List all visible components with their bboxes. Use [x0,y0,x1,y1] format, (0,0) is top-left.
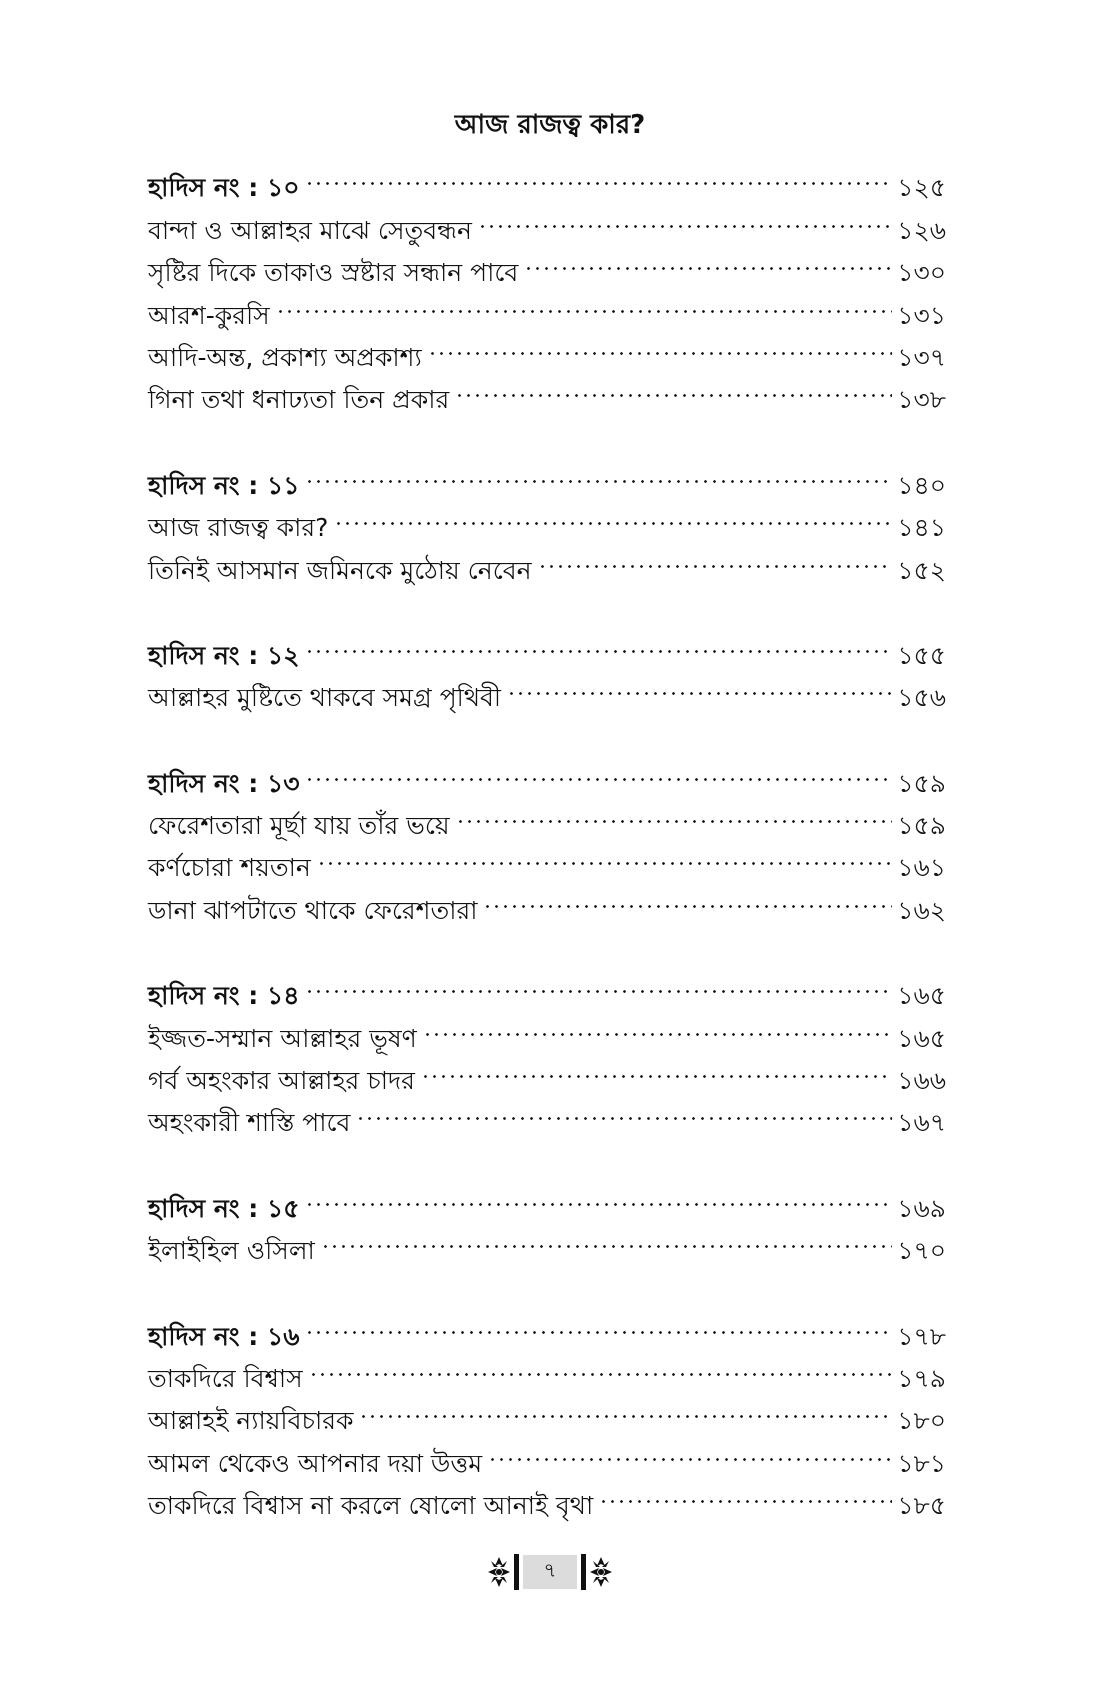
toc-entry-title: আমল থেকেও আপনার দয়া উত্তম [148,1448,483,1478]
page-footer [0,1552,1100,1592]
dot-leader [599,1472,892,1514]
toc-entry-title: আরশ-কুরসি [148,300,270,330]
page-number: ১৮৫ [897,1491,946,1521]
toc-header-row[interactable] [148,622,946,670]
toc-entry-title: তিনিই আসমান জমিনকে মুঠোয় নেবেন [148,555,532,585]
page-number: ১৫৯ [897,768,946,798]
page-number: ১২৬ [897,215,946,245]
toc-entry-title: ডানা ঝাপটাতে থাকে ফেরেশতারা [148,895,478,925]
page-title: আজ রাজত্ব কার? [454,110,646,140]
page-number: ১৪০ [897,470,946,500]
page-number: ১৩৮ [897,385,946,415]
dot-leader [538,536,892,578]
dot-leader [276,281,892,323]
toc-section-hadith-12 [148,622,946,713]
toc-section-hadith-14 [148,962,946,1138]
dot-leader [317,834,892,876]
page-number: ১৬৬ [897,1066,946,1096]
page-number: ১৫২ [897,555,946,585]
toc-header-row[interactable] [148,962,946,1011]
page-number: ১৪১ [897,513,946,543]
toc-header-row[interactable] [148,1174,946,1223]
toc-header-title: হাদিস নং : ১৪ [148,981,300,1011]
page-number: ১৬২ [897,895,946,925]
toc-entry-title: আজ রাজত্ব কার? [148,513,329,543]
dot-leader [455,366,892,408]
page-number: ১৬৭ [897,1108,946,1138]
dot-leader [421,1047,892,1089]
toc-entry-title: আল্লাহর মুষ্টিতে থাকবে সমগ্র পৃথিবী [148,683,502,713]
dot-leader [483,876,892,918]
toc-header-title: হাদিস নং : ১৩ [148,768,300,798]
toc-section-hadith-16 [148,1302,946,1521]
toc-section-hadith-13 [148,749,946,925]
dot-leader [334,494,892,536]
page-number: ১৩৭ [897,342,946,372]
dot-leader [507,664,892,706]
dot-leader [428,324,892,366]
page-number: ১৬৫ [897,1023,946,1053]
toc-header-title: হাদিস নং : ১২ [148,640,300,670]
toc-entry-title: আল্লাহই ন্যায়বিচারক [148,1406,354,1436]
dot-leader [478,196,892,238]
toc-header-title: হাদিস নং : ১৬ [148,1321,300,1351]
dot-leader [305,1302,892,1344]
toc-header-title: হাদিস নং : ১১ [148,470,300,500]
floral-ornament-icon [588,1555,614,1589]
toc-header-row[interactable] [148,749,946,798]
toc-header-row[interactable] [148,451,946,500]
dot-leader [305,154,892,196]
page-number: ১৭৮ [897,1321,946,1351]
dot-leader [423,1004,892,1046]
dot-leader [456,792,892,834]
toc-entry-title: গিনা তথা ধনাঢ্যতা তিন প্রকার [148,385,450,415]
toc-entry-title: আদি-অন্ত, প্রকাশ্য অপ্রকাশ্য [148,342,422,372]
toc-header-title: হাদিস নং : ১০ [148,173,300,203]
toc-section-hadith-15 [148,1174,946,1266]
page-number: ১৮১ [897,1448,946,1478]
dot-leader [359,1387,892,1429]
page-number: ১৬১ [897,853,946,883]
ornament-bar [581,1554,586,1590]
page-number: ১৩০ [897,258,946,288]
toc-entry-title: কর্ণচোরা শয়তান [148,853,311,883]
table-of-contents [148,154,946,1557]
footer-ornament-left [486,1553,521,1591]
page-number: ১৭৯ [897,1363,946,1393]
page-number: ১৬৫ [897,981,946,1011]
dot-leader [309,1345,892,1387]
toc-section-hadith-11 [148,451,946,585]
page-number: ১২৫ [897,173,946,203]
page-number: ১৮০ [897,1406,946,1436]
toc-entry-title: অহংকারী শাস্তি পাবে [148,1108,351,1138]
dot-leader [524,239,892,281]
page-number: ১৭০ [897,1236,946,1266]
folio-page-number: ৭ [523,1555,577,1589]
toc-header-title: হাদিস নং : ১৫ [148,1193,300,1223]
page-number: ১৩১ [897,300,946,330]
toc-entry-title: ইজ্জত-সম্মান আল্লাহর ভূষণ [148,1023,417,1053]
toc-header-row[interactable] [148,154,946,203]
dot-leader [488,1429,892,1471]
dot-leader [305,749,892,791]
dot-leader [321,1217,892,1259]
dot-leader [305,622,892,664]
toc-entry-title: তাকদিরে বিশ্বাস [148,1363,303,1393]
toc-header-row[interactable] [148,1302,946,1351]
dot-leader [305,451,892,493]
toc-entry-title: ইলাইহিল ওসিলা [148,1236,315,1266]
floral-ornament-icon [486,1555,512,1589]
toc-entry-title: তাকদিরে বিশ্বাস না করলে ষোলো আনাই বৃথা [148,1491,594,1521]
toc-entry-title: ফেরেশতারা মূর্ছা যায় তাঁর ভয়ে [148,811,450,841]
toc-entry-title: গর্ব অহংকার আল্লাহর চাদর [148,1066,415,1096]
dot-leader [356,1089,892,1131]
ornament-bar [514,1554,519,1590]
footer-ornament-right [579,1553,614,1591]
page-number: ১৬৯ [897,1193,946,1223]
dot-leader [305,1174,892,1216]
toc-entry-title: বান্দা ও আল্লাহর মাঝে সেতুবন্ধন [148,215,472,245]
toc-entry-title: সৃষ্টির দিকে তাকাও স্রষ্টার সন্ধান পাবে [148,258,519,288]
dot-leader [305,962,892,1004]
page-number: ১৫৫ [897,640,946,670]
page-number: ১৫৬ [897,683,946,713]
toc-section-hadith-10 [148,154,946,415]
page-number: ১৫৯ [897,811,946,841]
